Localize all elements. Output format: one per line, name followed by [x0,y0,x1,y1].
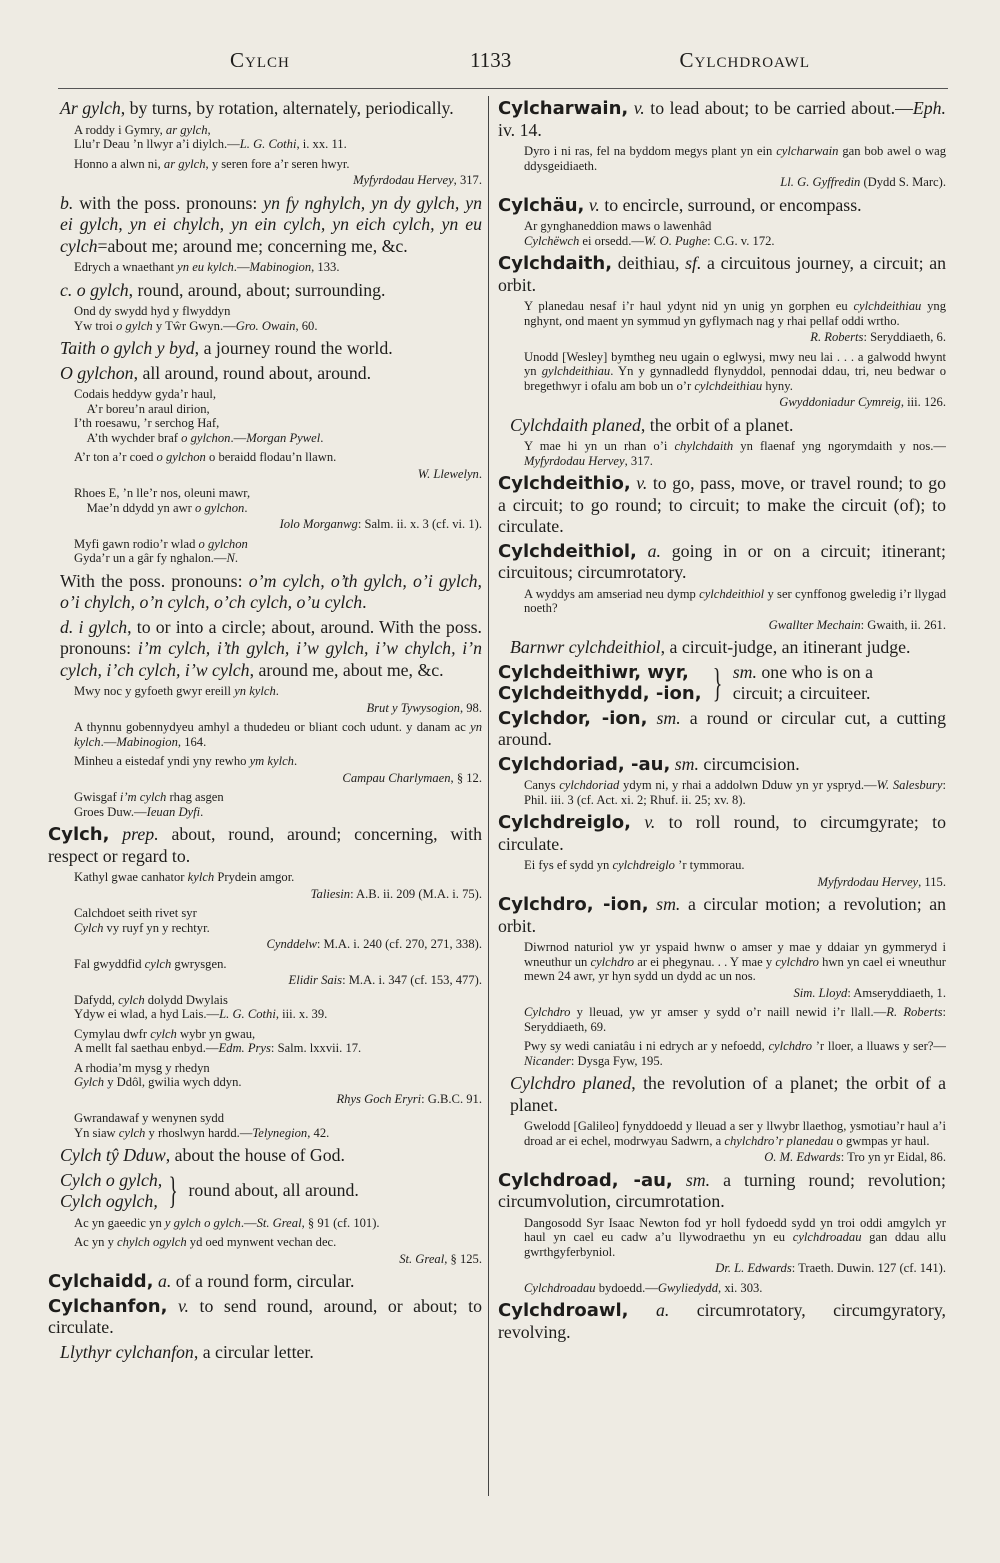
dictionary-entry: Cylchäu, v. to encircle, surround, or encompass. [498,194,862,216]
dictionary-entry: Cylchaidd, a. of a round form, circular. [48,1271,355,1292]
citation: Ac yn y chylch ogylch yd oed mynwent vechan dec. [74,1235,337,1249]
citation: A wyddys am amseriad neu dymp cylchdeithiol y ser cynffonog gweledig i’r llygad noeth? [524,586,946,615]
citation: A rhodia’m mysg y rhedyn Gylch y Ddôl, gwilia wych ddyn. [74,1060,242,1089]
citation: Myfi gawn rodio’r wlad o gylchon Gyda’r un a gâr fy nghalon.—N. [74,536,248,565]
citation: Ond dy swydd hyd y flwyddyn Yw troi o gylch y Tŵr Gwyn.—Gro. Owain, 60. [74,304,318,333]
citation: A thynnu gobennydyeu amhyl a thudedeu or bliant coch udunt. y danam ac yn kylch.—Mabinogion, 164. [74,720,482,749]
citation-source: Myfyrdodau Hervey, 317. [353,173,482,187]
citation: Pwy sy wedi caniatâu i ni edrych ar y nefoedd, cylchdro ’r lloer, a lluaws y ser?—Nicander: Dysga Fyw, 195. [524,1039,946,1068]
citation-source: Rhys Goch Eryri: G.B.C. 91. [336,1091,482,1106]
sub-entry: Taith o gylch y byd, a journey round the world. [60,338,393,358]
dictionary-entry: Cylcharwain, v. to lead about; to be carried about.—Eph. iv. 14. [498,98,946,140]
header-rule [58,88,948,89]
citation-source: Brut y Tywysogion, 98. [366,700,482,715]
dictionary-entry: Cylchdeithiwr, wyr, Cylchdeithydd, -ion, } sm. one who is on a circuit; a circuiteer. [498,660,874,705]
dictionary-entry: Cylchdroawl, a. circumrotatory, circumgyratory, revolving. [498,1300,946,1342]
running-header [60,48,950,82]
dictionary-entry: Cylchdaith, deithiau, sf. a circuitous journey, a circuit; an orbit. [498,253,946,295]
citation: Y mae hi yn un rhan o’i chylchdaith yn flaenaf yng ngorymdaith y nos.—Myfyrdodau Hervey, 317. [524,439,946,468]
citation-source: Sim. Lloyd: Amseryddiaeth, 1. [793,985,946,1000]
citation: Gwisgaf i’m cylch rhag asgen Groes Duw.—Ieuan Dyfi. [74,790,224,819]
citation-source: Taliesin: A.B. ii. 209 (M.A. i. 75). [310,886,482,901]
citation: Canys cylchdoriad ydym ni, y rhai a addolwn Dduw yn yr yspryd.—W. Salesbury: Phil. iii. 3 (cf. Act. xi. 2; Rhuf. ii. 25; xv. 8). [524,778,946,807]
citation: Diwrnod naturiol yw yr yspaid hwnw o amser y mae y ddaiar yn gymmeryd i wneuthur un cylchdro ar ei phegynau. . . Y mae y cylchdro hwn yn cael ei wneuthur mewn 24 awr, yr hyn sydd un dydd ac un nos. [524,940,946,983]
citation: Codais heddyw gyda’r haul, A’r boreu’n araul dirion, I’th roesawu, ’r serchog Haf, A’th wychder braf o gylchon.—Morgan Pywel. [74,387,324,445]
sub-entry: Llythyr cylchanfon, a circular letter. [60,1341,314,1362]
sub-entry: With the poss. pronouns: o’m cylch, o’th gylch, o’i gylch, o’i chylch, o’n cylch, o’ch cylch, o’u cylch. [60,570,482,612]
header-left-guideword: Cylch [230,48,290,72]
dictionary-entry: Cylchdeithio, v. to go, pass, move, or travel round; to go a circuit; to go round; to circuit; to make the circuit (of); to circulate. [498,473,946,536]
sub-entry: b. with the poss. pronouns: yn fy nghylch, yn dy gylch, yn ei gylch, yn ei chylch, yn ein cylch, yn eich cylch, yn eu cylch=about me; around me; concerning me, &c. [60,192,482,256]
citation: Minheu a eistedaf yndi yny rewho ym kylch. [74,754,298,768]
dictionary-entry: Cylchanfon, v. to send round, around, or about; to circulate. [48,1295,482,1337]
citation: Dangosodd Syr Isaac Newton fod yr holl fydoedd sydd yn troi oddi amgylch yr haul yn cael eu cadw a’u llywodraethu yn eu cylchdroadau gan ddau allu gwrthgyferbyniol. [524,1215,946,1259]
citation-source: Campau Charlymaen, § 12. [342,770,482,785]
sub-entry: d. i gylch, to or into a circle; about, around. With the poss. pronouns: i’m cylch, i’th gylch, i’w gylch, i’w chylch, i’n cylch, i’ch cylch, i’w cylch, around me, about me, &c. [60,616,482,680]
citation: Cylchdroadau bydoedd.—Gwyliedydd, xi. 303. [524,1280,763,1295]
dictionary-entry: Cylchdoriad, -au, sm. circumcision. [498,753,800,775]
right-column [498,98,946,1508]
citation: Edrych a wnaethant yn eu kylch.—Mabinogion, 133. [74,260,340,274]
citation-source: Myfyrdodau Hervey, 115. [817,874,946,889]
dictionary-entry: Cylch, prep. about, round, around; concerning, with respect or regard to. [48,824,482,866]
citation: Cylchdro y lleuad, yw yr amser y sydd o’r naill newid i’r llall.—R. Roberts: Seryddiaeth, 69. [524,1005,946,1034]
citation: Fal gwyddfid cylch gwrysgen. [74,956,227,971]
citation-source: Elidir Sais: M.A. i. 347 (cf. 153, 477). [288,973,482,987]
citation: Mwy noc y gyfoeth gwyr ereill yn kylch. [74,684,279,698]
sub-entry: Cylchdro planed, the revolution of a planet; the orbit of a planet. [510,1073,946,1115]
dictionary-entry: Cylchdro, -ion, sm. a circular motion; a revolution; an orbit. [498,894,946,936]
citation: Gwelodd [Galileo] fynyddoedd y lleuad a ser y llwybr llaethog, ysmotiau’r haul a’i droad ar ei echel, modrwyau Sadwrn, a chylchdro’r planedau o gwmpas yr haul. [524,1119,946,1148]
citation: Y planedau nesaf i’r haul ydynt nid yn unig yn gorphen eu cylchdeithiau yng nghynt, ond maent yn symmud yn gyflymach nag y rhai pellaf oddi wrtho. [524,299,946,328]
sub-entry: Cylch tŷ Dduw, about the house of God. [60,1145,345,1165]
citation: A’r ton a’r coed o gylchon o beraidd flodau’n llawn. [74,450,337,464]
citation-source: R. Roberts: Seryddiaeth, 6. [810,330,946,344]
citation: Rhoes E, ’n lle’r nos, oleuni mawr, Mae’n ddydd yn awr o gylchon. [74,486,251,515]
page-number: 1133 [470,48,512,72]
sub-entry: Ar gylch, by turns, by rotation, alternately, periodically. [60,98,454,118]
citation-source: Iolo Morganwg: Salm. ii. x. 3 (cf. vi. 1). [279,517,482,531]
citation: Calchdoet seith rivet syr Cylch vy ruyf yn y rechtyr. [74,906,210,935]
dictionary-entry: Cylchdor, -ion, sm. a round or circular cut, a cutting around. [498,707,946,749]
column-divider [488,96,489,1496]
citation: Ar gynghaneddion maws o lawenhâd Cylchëwch ei orsedd.—W. O. Pughe: C.G. v. 172. [524,219,775,248]
citation: Ei fys ef sydd yn cylchdreiglo ’r tymmorau. [524,858,745,872]
citation-source: St. Greal, § 125. [399,1251,482,1266]
citation: Dyro i ni ras, fel na byddom megys plant yn ein cylcharwain gan bob awel o wag ddysgeidiaeth. [524,144,946,173]
dictionary-entry: Cylchdeithiol, a. going in or on a circuit; itinerant; circuitous; circumrotatory. [498,540,946,582]
citation-source: Ll. G. Gyffredin (Dydd S. Marc). [780,175,946,189]
citation: Dafydd, cylch dolydd Dwylais Ydyw ei wlad, a hyd Lais.—L. G. Cothi, iii. x. 39. [74,992,328,1021]
citation-source: Cynddelw: M.A. i. 240 (cf. 270, 271, 338). [266,937,482,951]
sub-entry: Cylchdaith planed, the orbit of a planet. [510,414,794,435]
citation: Unodd [Wesley] bymtheg neu ugain o eglwysi, mwy neu lai . . . a galwodd hwynt yn gylchdeithiau. Yn y gynnadledd flynyddol, pennodai ddau, tri, neu bedwar o bregethwyr i ofalu am bob un o’r cylchdeithiau hyny. [524,349,946,393]
citation: Ac yn gaeedic yn y gylch o gylch.—St. Greal, § 91 (cf. 101). [74,1215,380,1230]
citation: Kathyl gwae canhator kylch Prydein amgor. [74,870,295,884]
header-right-guideword: Cylchdroawl [679,48,810,72]
citation-source: O. M. Edwards: Tro yn yr Eidal, 86. [764,1150,946,1164]
dictionary-entry: Cylchdroad, -au, sm. a turning round; revolution; circumvolution, circumrotation. [498,1169,946,1211]
brace-entry: Cylch o gylch, Cylch ogylch, } round about, all around. [60,1169,359,1212]
left-column [48,98,482,1508]
citation-source: Gwallter Mechain: Gwaith, ii. 261. [768,617,946,632]
citation: A roddy i Gymry, ar gylch, Llu’r Deau ’n llwyr a’i diylch.—L. G. Cothi, i. xx. 11. [74,122,347,151]
dictionary-entry: Cylchdreiglo, v. to roll round, to circumgyrate; to circulate. [498,812,946,854]
citation-source: W. Llewelyn. [417,466,482,481]
citation: Gwrandawaf y wenynen sydd Yn siaw cylch y rhoslwyn hardd.—Telynegion, 42. [74,1111,330,1140]
sub-entry: O gylchon, all around, round about, around. [60,362,372,383]
citation-source: Dr. L. Edwards: Traeth. Duwin. 127 (cf. 141). [715,1261,946,1275]
citation: Honno a alwn ni, ar gylch, y seren fore a’r seren hwyr. [74,156,350,171]
sub-entry: Barnwr cylchdeithiol, a circuit-judge, an itinerant judge. [510,637,911,657]
citation: Cymylau dwfr cylch wybr yn gwau, A mellt fal saethau enbyd.—Edm. Prys: Salm. lxxvii. 17. [74,1026,362,1055]
citation-source: Gwyddoniadur Cymreig, iii. 126. [779,395,946,409]
sub-entry: c. o gylch, round, around, about; surrounding. [60,279,386,300]
